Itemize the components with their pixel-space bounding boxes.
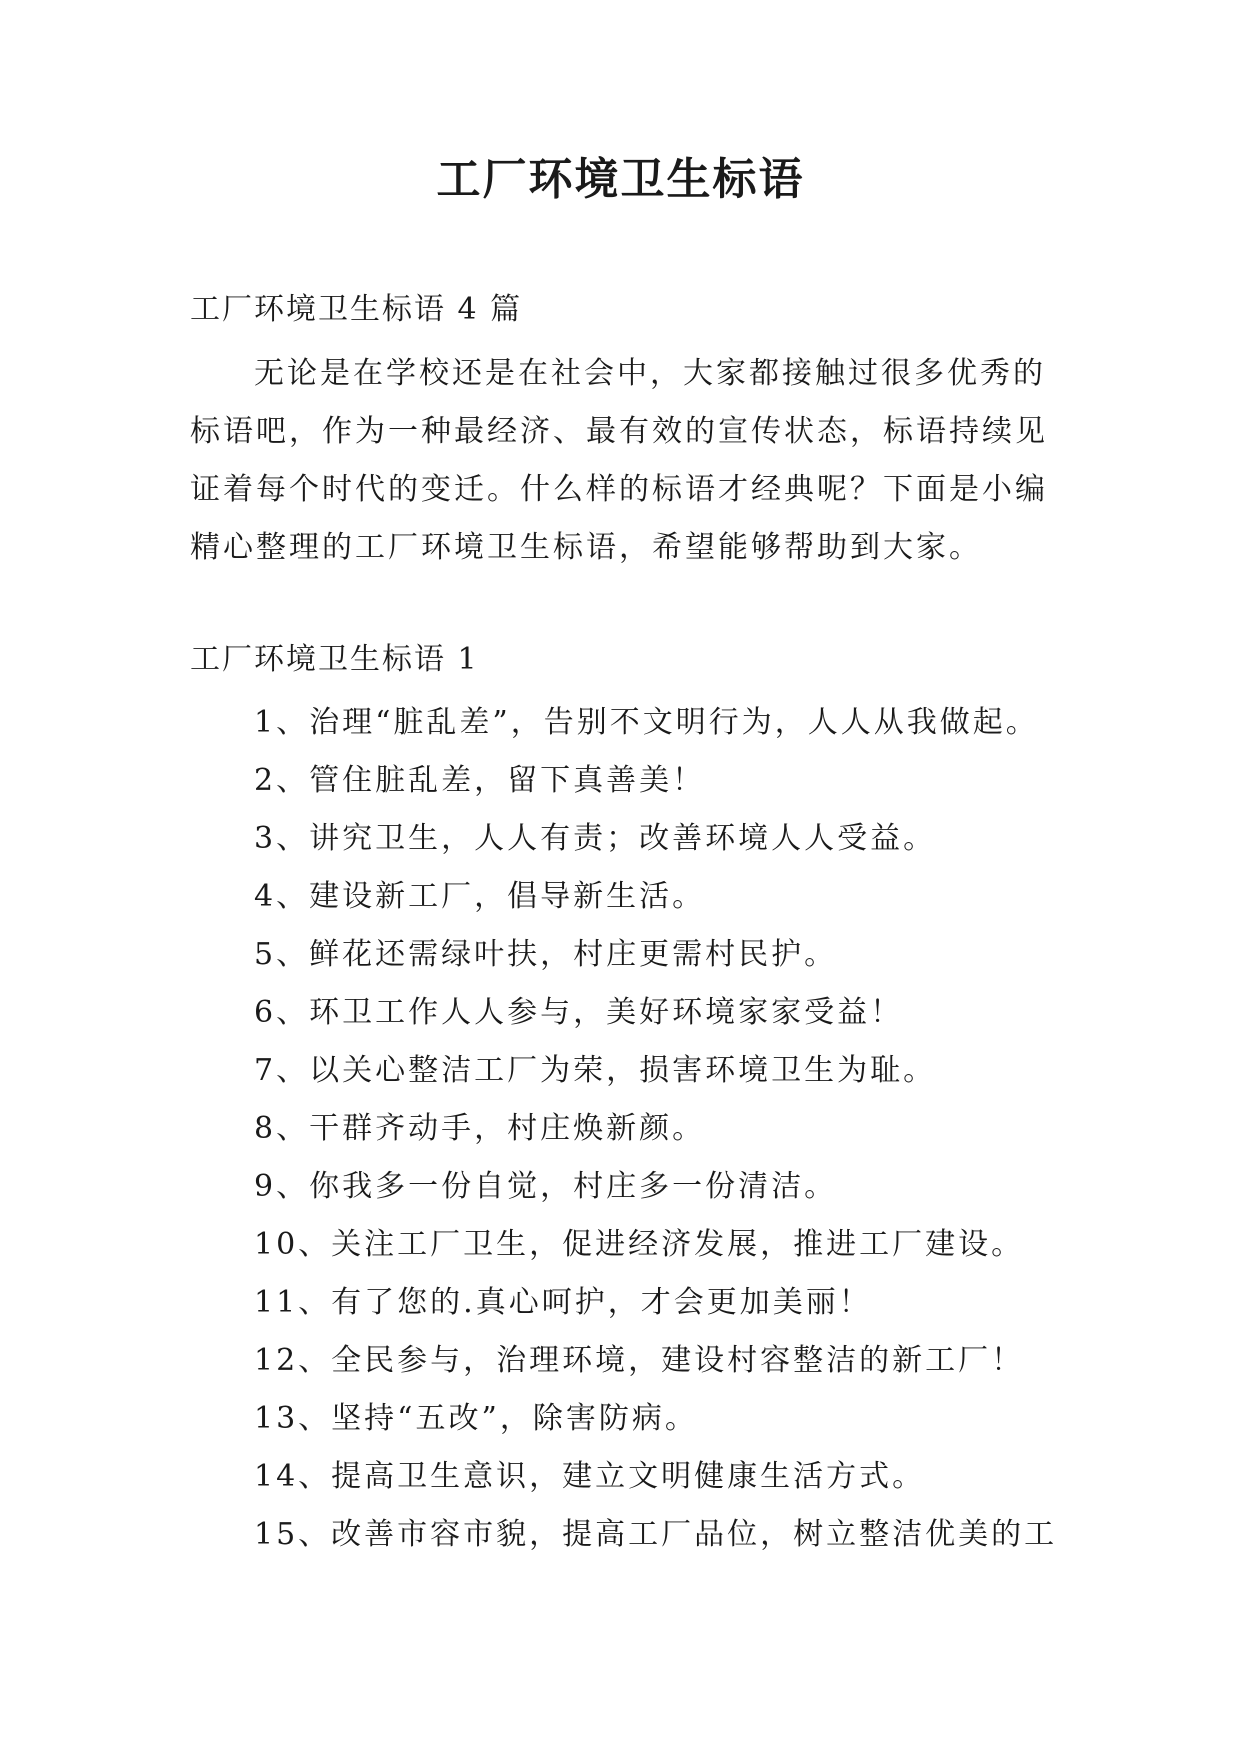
list-item: 3、讲究卫生，人人有责；改善环境人人受益。 bbox=[254, 821, 937, 856]
list-item: 11、有了您的.真心呵护，才会更加美丽！ bbox=[254, 1285, 872, 1320]
slogan-list bbox=[254, 694, 1154, 1564]
document-title: 工厂环境卫生标语 bbox=[436, 154, 805, 205]
list-item: 14、提高卫生意识，建立文明健康生活方式。 bbox=[254, 1459, 926, 1494]
list-item: 1、治理“脏乱差”，告别不文明行为，人人从我做起。 bbox=[254, 705, 1039, 740]
list-item: 2、管住脏乱差，留下真善美！ bbox=[254, 763, 706, 798]
document-subtitle: 工厂环境卫生标语 4 篇 bbox=[190, 292, 523, 327]
list-item: 7、以关心整洁工厂为荣，损害环境卫生为耻。 bbox=[254, 1053, 937, 1088]
list-item: 8、干群齐动手，村庄焕新颜。 bbox=[254, 1111, 706, 1146]
list-item: 13、坚持“五改”，除害防病。 bbox=[254, 1401, 698, 1436]
list-item: 4、建设新工厂，倡导新生活。 bbox=[254, 879, 706, 914]
list-item: 15、改善市容市貌，提高工厂品位，树立整洁优美的工 bbox=[254, 1517, 1058, 1552]
list-item: 12、全民参与，治理环境，建设村容整洁的新工厂！ bbox=[254, 1343, 1025, 1378]
list-item: 5、鲜花还需绿叶扶，村庄更需村民护。 bbox=[254, 937, 838, 972]
list-item: 9、你我多一份自觉，村庄多一份清洁。 bbox=[254, 1169, 838, 1204]
list-item: 10、关注工厂卫生，促进经济发展，推进工厂建设。 bbox=[254, 1227, 1025, 1262]
intro-paragraph: 无论是在学校还是在社会中，大家都接触过很多优秀的标语吧，作为一种最经济、最有效的宣传状态，标语持续见证着每个时代的变迁。什么样的标语才经典呢？下面是小编精心整理的工厂环境卫生标语，希望能够帮助到大家。 bbox=[190, 356, 1048, 565]
list-item: 6、环卫工作人人参与，美好环境家家受益！ bbox=[254, 995, 904, 1030]
section-heading: 工厂环境卫生标语 1 bbox=[190, 642, 479, 677]
